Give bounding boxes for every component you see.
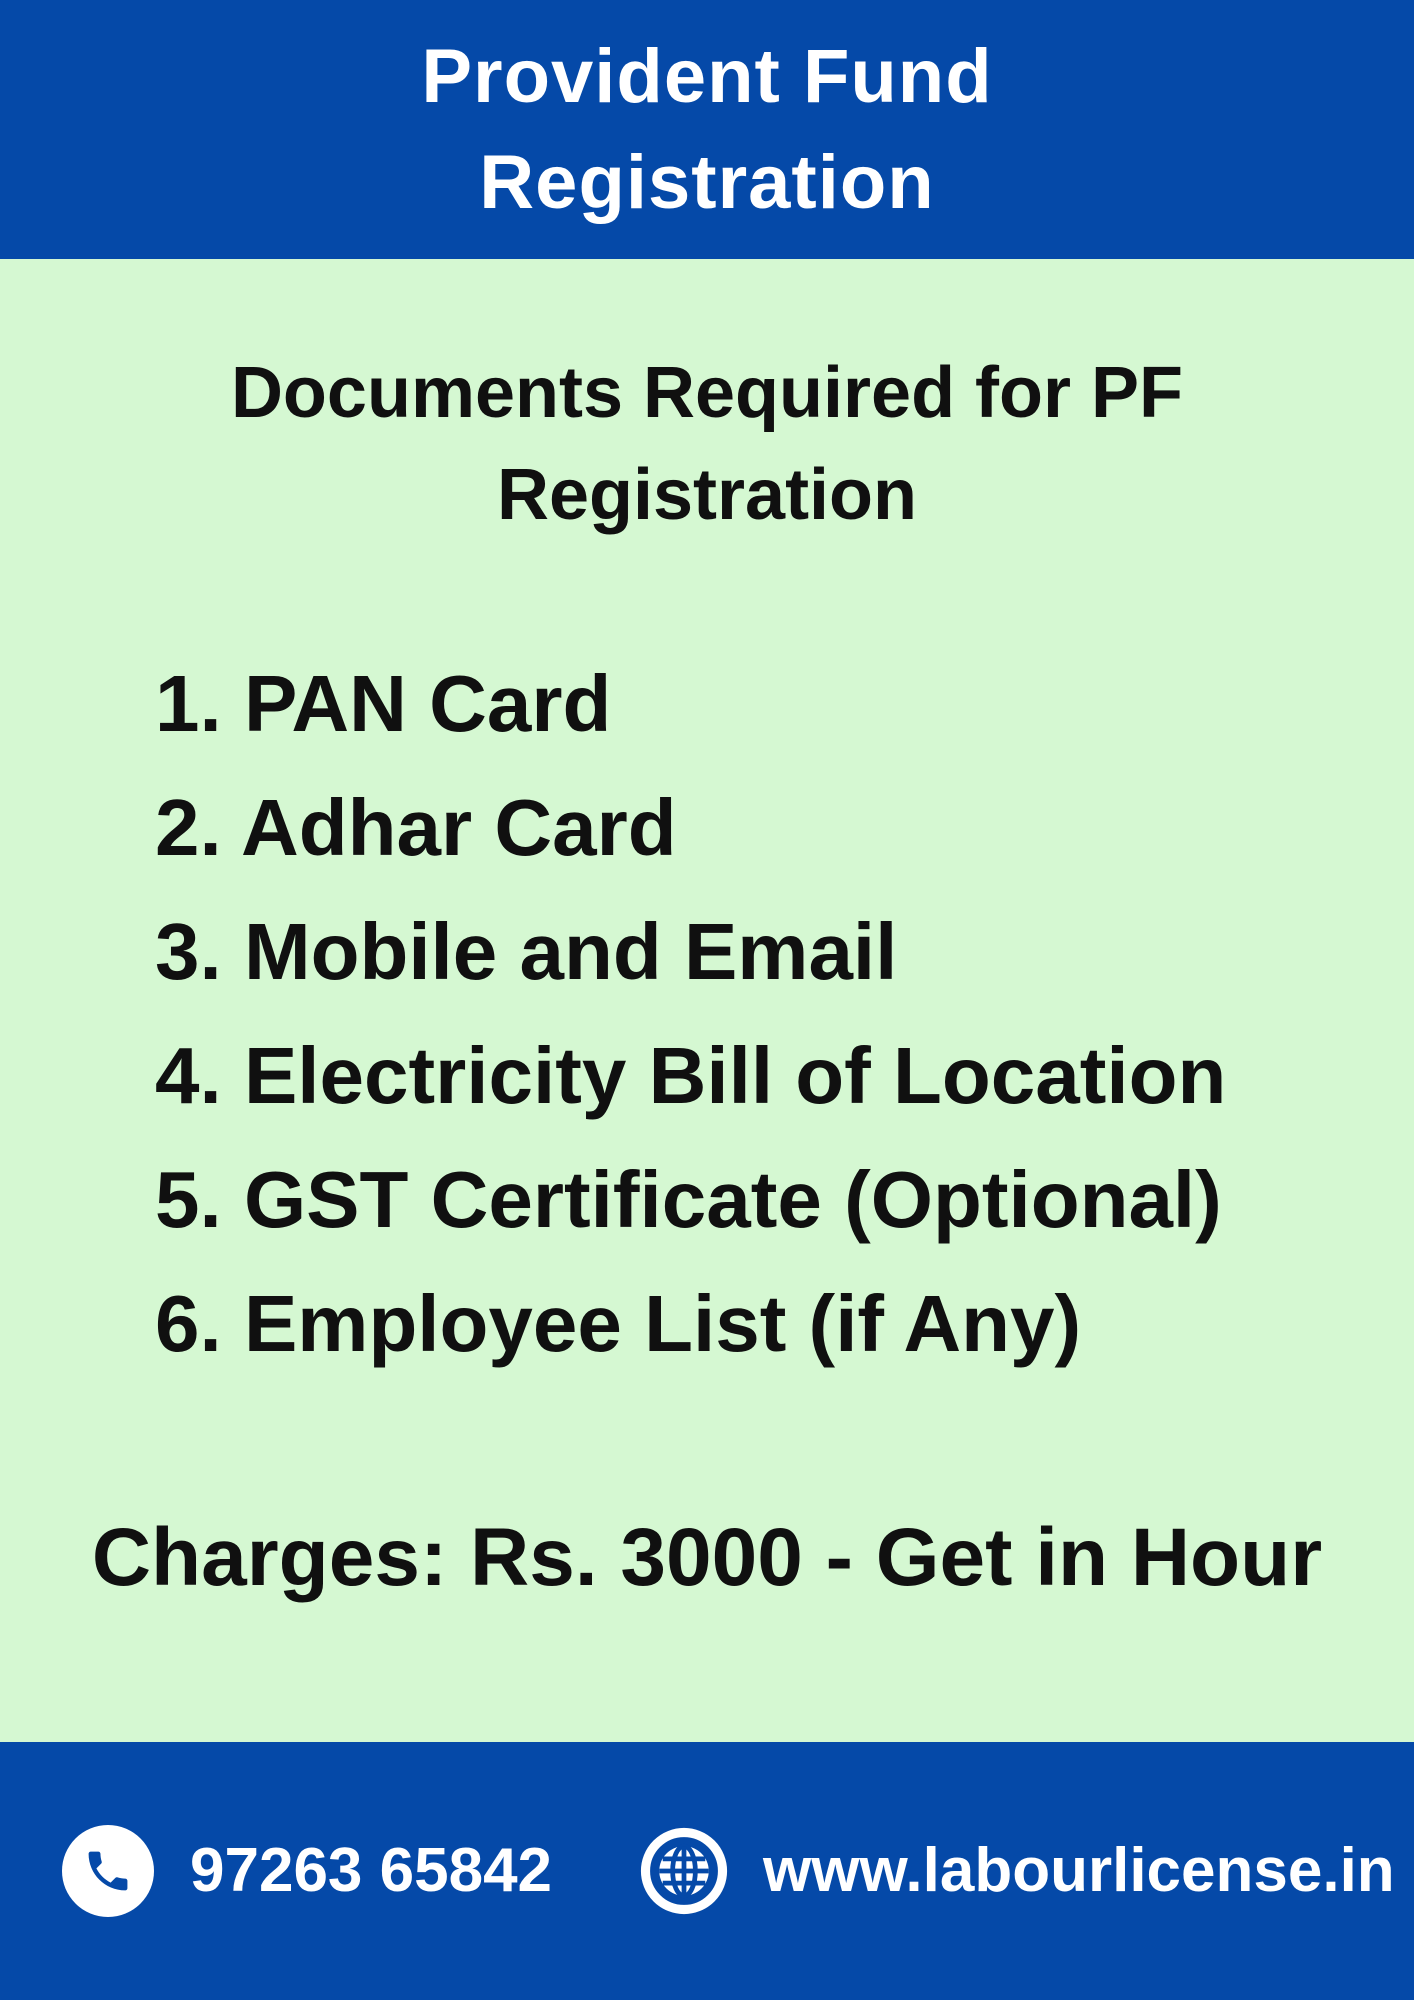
website-contact: [640, 1825, 1395, 1917]
globe-icon: [640, 1827, 728, 1915]
phone-number: 97263 65842: [190, 1836, 553, 1905]
section-heading: [0, 342, 1414, 546]
section-heading-line-1: Documents Required for PF: [230, 353, 1184, 433]
poster-title-line-2: Registration: [479, 139, 935, 225]
list-item-gst-certificate: 5. GST Certificate (Optional): [155, 1155, 1222, 1244]
poster-title-line-1: Provident Fund: [421, 33, 993, 119]
list-item-mobile-email: 3. Mobile and Email: [155, 907, 898, 996]
footer-banner: [0, 1742, 1414, 2000]
section-heading-line-2: Registration: [496, 455, 918, 535]
phone-contact: [62, 1825, 552, 1917]
website-url: www.labourlicense.in: [763, 1836, 1395, 1905]
list-item-adhar-card: 2. Adhar Card: [155, 783, 677, 872]
list-item-pan-card: 1. PAN Card: [155, 659, 612, 748]
charges-line: Charges: Rs. 3000 - Get in Hour: [91, 1512, 1323, 1603]
content-area: [0, 259, 1414, 1742]
list-item-employee-list: 6. Employee List (if Any): [155, 1279, 1082, 1368]
list-item-electricity-bill: 4. Electricity Bill of Location: [155, 1031, 1227, 1120]
document-list: [0, 642, 1414, 1386]
header-banner: [0, 0, 1414, 259]
phone-icon: [62, 1825, 154, 1917]
